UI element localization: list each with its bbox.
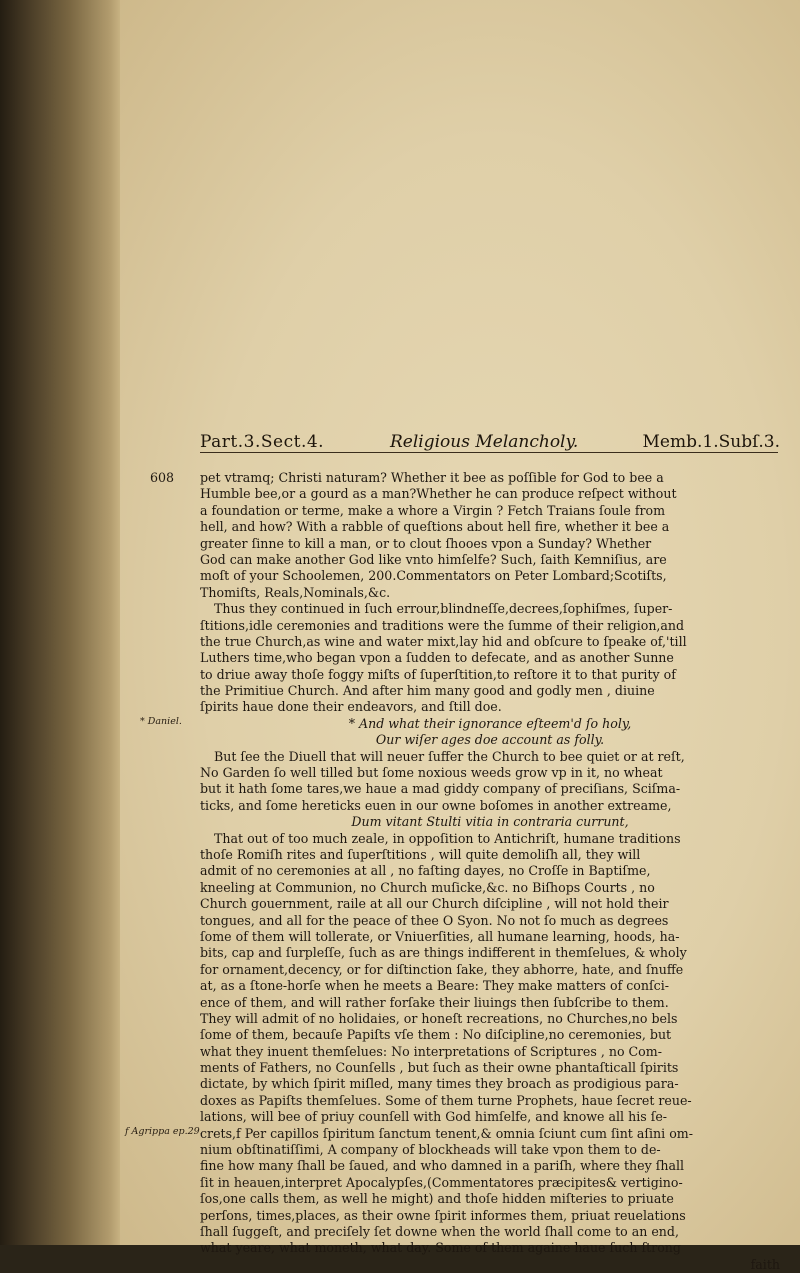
header-rule	[200, 452, 778, 453]
text-line: lations, will bee of priuy counſell with God himſelfe, and knowe all his ſe-	[200, 1109, 668, 1125]
text-line: ſome of them, becauſe Papiſts vſe them : No diſcipline,no ceremonies, but	[200, 1027, 672, 1043]
text-line: ſhall ſuggeſt, and preciſely ſet downe when the world ſhall come to an end,	[200, 1223, 679, 1239]
text-line: ſit in heauen,interpret Apocalypſes,(Commentatores præcipites& vertigino-	[200, 1174, 683, 1190]
text-line: nium obſtinatiſſimi, A company of blockheads will take vpon them to de-	[200, 1142, 661, 1158]
text-line: for ornament,decency, or for diſtinction ſake, they abhorre, hate, and ſnuffe	[200, 961, 684, 977]
margin-note-daniel: * Daniel.	[140, 716, 182, 727]
text-line: ſtitions,idle ceremonies and traditions were the ſumme of their religion,and	[200, 617, 685, 633]
header-part-section: Part.3.Sect.4.	[200, 432, 325, 452]
running-header	[200, 432, 780, 462]
text-line: Dum vitant Stulti vitia in contraria currunt,	[351, 814, 629, 830]
text-line: but it hath ſome tares,we haue a mad giddy company of preciſians, Sciſma-	[200, 781, 681, 797]
text-line: the true Church,as wine and water mixt,lay hid and obſcure to ſpeake of,'till	[200, 633, 687, 649]
text-line: Luthers time,who began vpon a ſudden to defecate, and as another Sunne	[200, 650, 674, 666]
text-line: faith	[750, 1256, 780, 1272]
text-line: the Primitiue Church. And after him many good and godly men , diuine	[200, 683, 655, 699]
text-line: * And what their ignorance eſteem'd ſo holy,	[348, 715, 632, 731]
text-line: kneeling at Communion, no Church muſicke,&c. no Biſhops Courts , no	[200, 879, 655, 895]
text-line: No Garden ſo well tilled but ſome noxious weeds grow vp in it, no wheat	[200, 765, 663, 781]
text-line: ſome of them will tollerate, or Vniuerſities, all humane learning, hoods, ha-	[200, 928, 680, 944]
text-line: Thomiſts, Reals,Nominals,&c.	[200, 584, 391, 600]
page-number: 608	[150, 470, 175, 485]
text-line: Our wiſer ages doe account as folly.	[375, 732, 605, 748]
text-line: hell, and how? With a rabble of queſtions about hell fire, whether it bee a	[200, 519, 670, 535]
text-line: ticks, and ſome hereticks euen in our owne boſomes in another extreame,	[200, 797, 672, 813]
text-line: perſons, times,places, as their owne ſpirit informes them, priuat reuelations	[200, 1207, 686, 1223]
text-line: ments of Fathers, no Counſells , but ſuch as their owne phantaſticall ſpirits	[200, 1060, 679, 1076]
text-line: Church gouernment, raile at all our Church diſcipline , will not hold their	[200, 896, 669, 912]
text-line: doxes as Papiſts themſelues. Some of them turne Prophets, haue ſecret reue-	[200, 1092, 692, 1108]
text-line: what yeare, what moneth, what day. Some of them againe haue ſuch ſtrong	[200, 1240, 681, 1256]
margin-note-agrippa: f Agrippa ep.29.	[125, 1126, 203, 1137]
text-line: admit of no ceremonies at all , no faſting dayes, no Croſſe in Baptiſme,	[200, 863, 651, 879]
text-line: Humble bee,or a gourd as a man?Whether he can produce reſpect without	[200, 486, 677, 502]
header-member-subsection: Memb.1.Subſ.3.	[642, 432, 780, 452]
text-line: moſt of your Schoolemen, 200.Commentators on Peter Lombard;Scotiſts,	[200, 568, 667, 584]
text-line: greater ſinne to kill a man, or to clout ſhooes vpon a Sunday? Whether	[200, 535, 652, 551]
text-line: They will admit of no holidaies, or honeſt recreations, no Churches,no bels	[200, 1010, 678, 1026]
body-text	[200, 470, 780, 1273]
text-line: tongues, and all for the peace of thee O Syon. No not ſo much as degrees	[200, 912, 669, 928]
book-gutter	[0, 0, 120, 1245]
text-line: a foundation or terme, make a whore a Virgin ? Fetch Traians ſoule from	[200, 502, 666, 518]
header-title: Religious Melancholy.	[390, 432, 579, 452]
text-line: ſpirits haue done their endeavors, and ſtill doe.	[200, 699, 502, 715]
text-line: But ſee the Diuell that will neuer ſuffer the Church to bee quiet or at reſt,	[214, 748, 685, 764]
text-line: Thus they continued in ſuch errour,blindneſſe,decrees,ſophiſmes, ſuper-	[214, 601, 673, 617]
text-line: at, as a ſtone-horſe when he meets a Beare: They make matters of conſci-	[200, 978, 669, 994]
text-line: ence of them, and will rather forſake their liuings then ſubſcribe to them.	[200, 994, 669, 1010]
text-line: dictate, by which ſpirit miſled, many times they broach as prodigious para-	[200, 1076, 679, 1092]
text-line: That out of too much zeale, in oppoſition to Antichriſt, humane traditions	[214, 830, 681, 846]
text-line: God can make another God like vnto himſelfe? Such, ſaith Kemniſius, are	[200, 551, 667, 567]
text-line: thoſe Romiſh rites and ſuperſtitions , will quite demoliſh all, they will	[200, 846, 641, 862]
text-line: pet vtramq; Christi naturam? Whether it bee as poſſible for God to bee a	[200, 470, 664, 485]
text-line: crets,f Per capillos ſpiritum ſanctum tenent,& omnia ſciunt cum ſint aſini om-	[200, 1125, 693, 1141]
text-line: to driue away thoſe foggy miſts of ſuperſtition,to reſtore it to that purity of	[200, 666, 676, 682]
text-line: ſos,one calls them, as well he might) and thoſe hidden miſteries to priuate	[200, 1191, 674, 1207]
text-line: what they inuent themſelues: No interpretations of Scriptures , no Com-	[200, 1043, 662, 1059]
text-line: fine how many ſhall be ſaued, and who damned in a pariſh, where they ſhall	[200, 1158, 685, 1174]
text-line: bits, cap and ſurpleſſe, ſuch as are things indifferent in themſelues, & wholy	[200, 945, 687, 961]
